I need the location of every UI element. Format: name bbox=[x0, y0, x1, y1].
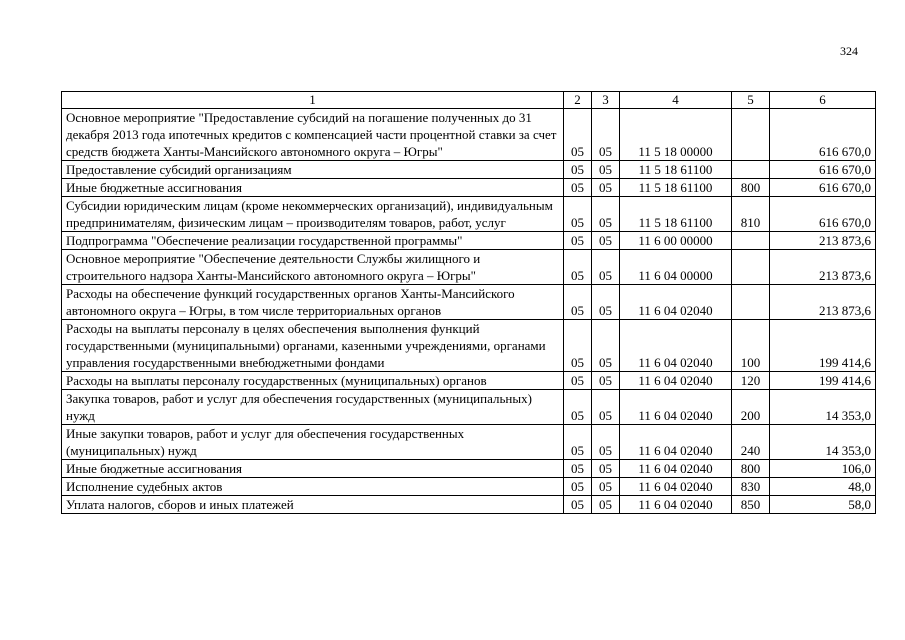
row-target-article-cell: 11 6 04 02040 bbox=[620, 460, 732, 478]
row-section-cell: 05 bbox=[564, 460, 592, 478]
row-expense-type-cell: 100 bbox=[732, 320, 770, 372]
row-expense-type-cell: 240 bbox=[732, 425, 770, 460]
row-section-cell: 05 bbox=[564, 250, 592, 285]
row-subsection-cell: 05 bbox=[592, 285, 620, 320]
table-row bbox=[62, 372, 876, 390]
row-subsection-cell: 05 bbox=[592, 179, 620, 197]
table-body bbox=[62, 109, 876, 514]
row-subsection-cell: 05 bbox=[592, 161, 620, 179]
row-subsection-cell: 05 bbox=[592, 250, 620, 285]
column-header: 2 bbox=[564, 92, 592, 109]
row-amount-cell: 199 414,6 bbox=[770, 320, 876, 372]
row-section-cell: 05 bbox=[564, 496, 592, 514]
row-amount-cell: 199 414,6 bbox=[770, 372, 876, 390]
row-section-cell: 05 bbox=[564, 197, 592, 232]
row-name-cell: Основное мероприятие "Предоставление субсидий на погашение полученных до 31 декабря 2013 года ипотечных кредитов с компенсацией части процентной ставки за счет средств бюджета Ханты-Мансийского автономного округа – Югры" bbox=[62, 109, 564, 161]
row-subsection-cell: 05 bbox=[592, 320, 620, 372]
row-target-article-cell: 11 6 04 00000 bbox=[620, 250, 732, 285]
row-expense-type-cell: 850 bbox=[732, 496, 770, 514]
row-expense-type-cell bbox=[732, 161, 770, 179]
row-amount-cell: 213 873,6 bbox=[770, 285, 876, 320]
table-row bbox=[62, 179, 876, 197]
row-target-article-cell: 11 6 04 02040 bbox=[620, 320, 732, 372]
row-subsection-cell: 05 bbox=[592, 372, 620, 390]
row-name-cell: Исполнение судебных актов bbox=[62, 478, 564, 496]
row-section-cell: 05 bbox=[564, 390, 592, 425]
row-target-article-cell: 11 6 04 02040 bbox=[620, 372, 732, 390]
row-expense-type-cell: 810 bbox=[732, 197, 770, 232]
table-row bbox=[62, 478, 876, 496]
row-amount-cell: 213 873,6 bbox=[770, 232, 876, 250]
column-header: 5 bbox=[732, 92, 770, 109]
row-expense-type-cell bbox=[732, 250, 770, 285]
row-amount-cell: 616 670,0 bbox=[770, 109, 876, 161]
row-target-article-cell: 11 6 04 02040 bbox=[620, 478, 732, 496]
row-amount-cell: 616 670,0 bbox=[770, 161, 876, 179]
row-expense-type-cell: 120 bbox=[732, 372, 770, 390]
row-section-cell: 05 bbox=[564, 320, 592, 372]
row-target-article-cell: 11 6 04 02040 bbox=[620, 425, 732, 460]
row-target-article-cell: 11 5 18 61100 bbox=[620, 197, 732, 232]
table-row bbox=[62, 197, 876, 232]
table-row bbox=[62, 425, 876, 460]
row-name-cell: Иные закупки товаров, работ и услуг для обеспечения государственных (муниципальных) нужд bbox=[62, 425, 564, 460]
row-name-cell: Расходы на выплаты персоналу государственных (муниципальных) органов bbox=[62, 372, 564, 390]
row-subsection-cell: 05 bbox=[592, 425, 620, 460]
row-section-cell: 05 bbox=[564, 478, 592, 496]
row-expense-type-cell: 800 bbox=[732, 179, 770, 197]
row-expense-type-cell bbox=[732, 109, 770, 161]
row-expense-type-cell bbox=[732, 285, 770, 320]
table-row bbox=[62, 460, 876, 478]
row-amount-cell: 14 353,0 bbox=[770, 390, 876, 425]
row-section-cell: 05 bbox=[564, 161, 592, 179]
table-row bbox=[62, 320, 876, 372]
row-name-cell: Подпрограмма "Обеспечение реализации государственной программы" bbox=[62, 232, 564, 250]
row-subsection-cell: 05 bbox=[592, 460, 620, 478]
column-header: 1 bbox=[62, 92, 564, 109]
row-name-cell: Предоставление субсидий организациям bbox=[62, 161, 564, 179]
row-expense-type-cell: 830 bbox=[732, 478, 770, 496]
row-name-cell: Расходы на выплаты персоналу в целях обеспечения выполнения функций государственными (муниципальными) органами, казенными учреждениями, органами управления государственными внебюджетными фондами bbox=[62, 320, 564, 372]
row-name-cell: Иные бюджетные ассигнования bbox=[62, 460, 564, 478]
table-row bbox=[62, 390, 876, 425]
row-section-cell: 05 bbox=[564, 179, 592, 197]
column-header: 4 bbox=[620, 92, 732, 109]
row-expense-type-cell bbox=[732, 232, 770, 250]
row-section-cell: 05 bbox=[564, 425, 592, 460]
row-section-cell: 05 bbox=[564, 372, 592, 390]
row-amount-cell: 616 670,0 bbox=[770, 197, 876, 232]
row-section-cell: 05 bbox=[564, 109, 592, 161]
table-row bbox=[62, 161, 876, 179]
row-name-cell: Расходы на обеспечение функций государственных органов Ханты-Мансийского автономного округа – Югры, в том числе территориальных органов bbox=[62, 285, 564, 320]
table-row bbox=[62, 496, 876, 514]
column-header: 3 bbox=[592, 92, 620, 109]
table-row bbox=[62, 250, 876, 285]
row-name-cell: Субсидии юридическим лицам (кроме некоммерческих организаций), индивидуальным предпринимателям, физическим лицам – производителям товаров, работ, услуг bbox=[62, 197, 564, 232]
row-target-article-cell: 11 5 18 61100 bbox=[620, 161, 732, 179]
row-target-article-cell: 11 6 00 00000 bbox=[620, 232, 732, 250]
row-subsection-cell: 05 bbox=[592, 478, 620, 496]
row-name-cell: Уплата налогов, сборов и иных платежей bbox=[62, 496, 564, 514]
table-row bbox=[62, 232, 876, 250]
row-target-article-cell: 11 6 04 02040 bbox=[620, 390, 732, 425]
column-header: 6 bbox=[770, 92, 876, 109]
row-amount-cell: 58,0 bbox=[770, 496, 876, 514]
row-target-article-cell: 11 6 04 02040 bbox=[620, 496, 732, 514]
row-subsection-cell: 05 bbox=[592, 496, 620, 514]
page-number: 324 bbox=[840, 44, 858, 58]
row-subsection-cell: 05 bbox=[592, 232, 620, 250]
row-amount-cell: 106,0 bbox=[770, 460, 876, 478]
row-name-cell: Закупка товаров, работ и услуг для обеспечения государственных (муниципальных) нужд bbox=[62, 390, 564, 425]
row-target-article-cell: 11 5 18 00000 bbox=[620, 109, 732, 161]
row-amount-cell: 14 353,0 bbox=[770, 425, 876, 460]
row-name-cell: Основное мероприятие "Обеспечение деятельности Службы жилищного и строительного надзора Ханты-Мансийского автономного округа – Югры" bbox=[62, 250, 564, 285]
row-name-cell: Иные бюджетные ассигнования bbox=[62, 179, 564, 197]
table-row bbox=[62, 109, 876, 161]
row-section-cell: 05 bbox=[564, 285, 592, 320]
row-subsection-cell: 05 bbox=[592, 109, 620, 161]
row-amount-cell: 48,0 bbox=[770, 478, 876, 496]
table-row bbox=[62, 285, 876, 320]
row-target-article-cell: 11 5 18 61100 bbox=[620, 179, 732, 197]
row-expense-type-cell: 800 bbox=[732, 460, 770, 478]
budget-table bbox=[61, 91, 876, 514]
row-amount-cell: 616 670,0 bbox=[770, 179, 876, 197]
row-target-article-cell: 11 6 04 02040 bbox=[620, 285, 732, 320]
row-amount-cell: 213 873,6 bbox=[770, 250, 876, 285]
row-subsection-cell: 05 bbox=[592, 390, 620, 425]
row-section-cell: 05 bbox=[564, 232, 592, 250]
row-subsection-cell: 05 bbox=[592, 197, 620, 232]
row-expense-type-cell: 200 bbox=[732, 390, 770, 425]
table-header-row bbox=[62, 92, 876, 109]
